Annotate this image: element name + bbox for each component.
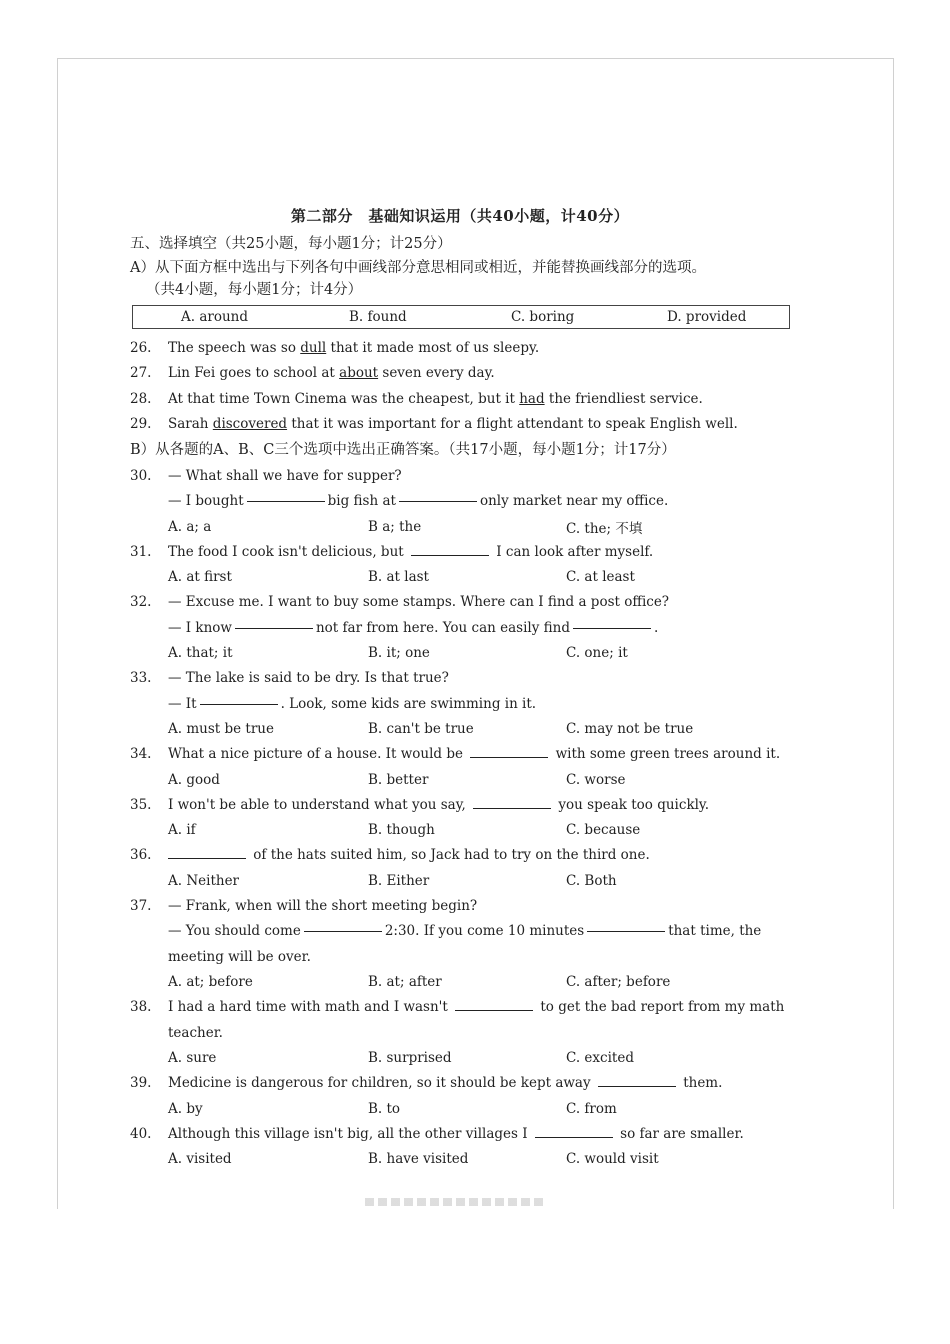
question-number: 32. bbox=[130, 594, 152, 611]
question-line-1: — What shall we have for supper? bbox=[168, 467, 402, 484]
question-number: 37. bbox=[130, 897, 152, 914]
question-text bbox=[168, 365, 790, 381]
answer-blank[interactable] bbox=[399, 500, 477, 502]
box-option-d: D. provided bbox=[667, 309, 747, 325]
answer-blank[interactable] bbox=[200, 703, 278, 705]
question-33 bbox=[130, 666, 790, 692]
choice-b[interactable]: B. better bbox=[368, 771, 429, 788]
text-part: I can look after myself. bbox=[491, 543, 654, 560]
text-part: to get the bad report from my math bbox=[536, 999, 785, 1016]
text-before: The speech was so bbox=[168, 339, 301, 356]
underlined-word: dull bbox=[300, 339, 327, 356]
choice-c[interactable]: C. one; it bbox=[566, 645, 628, 661]
question-text bbox=[168, 544, 790, 560]
question-line-1: — The lake is said to be dry. Is that true? bbox=[168, 670, 449, 687]
choice-b[interactable]: B. can't be true bbox=[368, 721, 474, 737]
question-37 bbox=[130, 893, 790, 919]
question-text bbox=[168, 847, 790, 863]
question-40 bbox=[130, 1121, 790, 1147]
question-number: 29. bbox=[130, 416, 152, 433]
answer-blank[interactable] bbox=[473, 807, 551, 809]
choices-34 bbox=[130, 767, 790, 792]
text-part: so far are smaller. bbox=[615, 1125, 744, 1142]
choices-36 bbox=[130, 868, 790, 893]
choice-c[interactable]: C. may not be true bbox=[566, 721, 694, 737]
question-number: 26. bbox=[130, 339, 152, 356]
question-text bbox=[168, 1126, 790, 1142]
question-26 bbox=[130, 335, 790, 361]
choice-c[interactable]: C. the; 不填 bbox=[566, 520, 643, 537]
answer-blank[interactable] bbox=[598, 1085, 676, 1087]
question-line-1: — Excuse me. I want to buy some stamps. Where can I find a post office? bbox=[168, 594, 670, 611]
word-options-box bbox=[132, 305, 790, 329]
text-after: that it was important for a flight attendant to speak English well. bbox=[287, 416, 738, 433]
question-number: 34. bbox=[130, 746, 152, 763]
text-part: — I know bbox=[168, 619, 232, 636]
text-after: the friendliest service. bbox=[544, 390, 703, 407]
underlined-word: had bbox=[519, 390, 545, 407]
choice-b[interactable]: B a; the bbox=[368, 518, 422, 535]
answer-blank[interactable] bbox=[411, 554, 489, 556]
box-option-a: A. around bbox=[181, 309, 248, 325]
choice-a[interactable]: A. that; it bbox=[168, 645, 233, 661]
choice-c[interactable]: C. after; before bbox=[566, 974, 671, 990]
text-part: of the hats suited him, so Jack had to try on the third one. bbox=[249, 847, 650, 864]
box-option-c: C. boring bbox=[511, 309, 575, 325]
question-line-2 bbox=[130, 489, 790, 515]
question-38 bbox=[130, 995, 790, 1021]
footer-scan-artifact bbox=[365, 1198, 545, 1206]
text-before: Lin Fei goes to school at bbox=[168, 365, 340, 382]
text-part: I won't be able to understand what you say, bbox=[168, 796, 471, 813]
text-part: them. bbox=[678, 1075, 723, 1092]
choice-a[interactable]: A. Neither bbox=[168, 872, 240, 889]
answer-blank[interactable] bbox=[247, 500, 325, 502]
choice-a[interactable]: A. by bbox=[168, 1100, 203, 1117]
choice-c[interactable]: C. would visit bbox=[566, 1151, 659, 1167]
question-35 bbox=[130, 792, 790, 818]
question-number: 27. bbox=[130, 365, 152, 382]
text-before: Sarah bbox=[168, 416, 213, 433]
choice-b[interactable]: B. at; after bbox=[368, 974, 442, 990]
text-part: 2:30. If you come 10 minutes bbox=[384, 923, 585, 940]
question-number: 28. bbox=[130, 390, 152, 407]
choice-b[interactable]: B. surprised bbox=[368, 1050, 452, 1066]
question-31 bbox=[130, 539, 790, 565]
text-part: big fish at bbox=[327, 493, 396, 510]
box-option-b: B. found bbox=[349, 309, 407, 325]
text-part: with some green trees around it. bbox=[551, 746, 781, 763]
question-line-1: — Frank, when will the short meeting begin? bbox=[168, 897, 478, 914]
choices-31 bbox=[130, 565, 790, 590]
section-a-scoring: （共4小题，每小题1分；计4分） bbox=[146, 282, 363, 298]
question-30 bbox=[130, 463, 790, 489]
text-part: . Look, some kids are swimming in it. bbox=[280, 695, 537, 712]
answer-blank[interactable] bbox=[455, 1009, 533, 1011]
choice-c[interactable]: C. because bbox=[566, 822, 641, 838]
text-part: — I bought bbox=[168, 493, 244, 510]
question-number: 38. bbox=[130, 999, 152, 1016]
question-27 bbox=[130, 361, 790, 387]
question-36 bbox=[130, 843, 790, 869]
choice-a[interactable]: A. at first bbox=[168, 569, 232, 585]
question-number: 33. bbox=[130, 670, 152, 687]
text-after: seven every day. bbox=[378, 365, 495, 382]
question-text bbox=[168, 416, 790, 432]
question-text bbox=[168, 746, 790, 762]
choice-b[interactable]: B. to bbox=[368, 1100, 401, 1117]
text-part: not far from here. You can easily find bbox=[315, 619, 570, 636]
question-number: 40. bbox=[130, 1125, 152, 1142]
choice-b[interactable]: B. Either bbox=[368, 872, 430, 889]
question-text bbox=[168, 391, 790, 407]
text-part: you speak too quickly. bbox=[554, 796, 710, 813]
question-line-2 bbox=[130, 615, 790, 641]
question-number: 30. bbox=[130, 467, 152, 484]
text-part: The food I cook isn't delicious, but bbox=[168, 543, 408, 560]
text-part: Medicine is dangerous for children, so it should be kept away bbox=[168, 1075, 595, 1092]
choice-a[interactable]: A. sure bbox=[168, 1050, 217, 1066]
question-line-3: meeting will be over. bbox=[168, 948, 311, 965]
answer-blank[interactable] bbox=[304, 930, 382, 932]
text-part: What a nice picture of a house. It would be bbox=[168, 746, 468, 763]
choices-38 bbox=[130, 1046, 790, 1071]
section-b-instruction: B）从各题的A、B、C三个选项中选出正确答案。（共17小题，每小题1分；计17分） bbox=[130, 442, 676, 458]
part-title: 第二部分 基础知识运用（共40小题，计40分） bbox=[290, 207, 630, 225]
choice-a[interactable]: A. at; before bbox=[168, 974, 253, 990]
text-part: I had a hard time with math and I wasn't bbox=[168, 999, 453, 1016]
choices-40 bbox=[130, 1147, 790, 1172]
choices-37 bbox=[130, 970, 790, 995]
question-line-2 bbox=[130, 691, 790, 717]
answer-blank[interactable] bbox=[235, 627, 313, 629]
question-line-2 bbox=[130, 919, 790, 945]
answer-blank[interactable] bbox=[535, 1136, 613, 1138]
section-five-heading: 五、选择填空（共25小题，每小题1分；计25分） bbox=[130, 236, 452, 252]
answer-blank[interactable] bbox=[587, 930, 665, 932]
answer-blank[interactable] bbox=[573, 627, 651, 629]
choice-a[interactable]: A. visited bbox=[168, 1151, 232, 1167]
choices-35 bbox=[130, 818, 790, 843]
underlined-word: about bbox=[339, 365, 379, 382]
choices-33 bbox=[130, 717, 790, 742]
question-number: 39. bbox=[130, 1075, 152, 1092]
text-after: that it made most of us sleepy. bbox=[326, 339, 540, 356]
question-text bbox=[168, 340, 790, 356]
choice-c[interactable]: C. worse bbox=[566, 771, 626, 788]
choice-c[interactable]: C. at least bbox=[566, 569, 635, 585]
choice-a[interactable]: A. if bbox=[168, 822, 196, 838]
choice-c[interactable]: C. Both bbox=[566, 872, 617, 889]
question-text bbox=[168, 1075, 790, 1091]
choices-39 bbox=[130, 1096, 790, 1121]
choice-b[interactable]: B. at last bbox=[368, 569, 429, 585]
choice-a[interactable]: A. good bbox=[168, 771, 220, 788]
text-part: Although this village isn't big, all the other villages I bbox=[168, 1125, 532, 1142]
text-part: . bbox=[654, 619, 659, 636]
question-32 bbox=[130, 590, 790, 616]
answer-blank[interactable] bbox=[168, 857, 246, 859]
text-part: that time, the bbox=[668, 923, 762, 940]
text-before: At that time Town Cinema was the cheapest, but it bbox=[168, 390, 520, 407]
question-34 bbox=[130, 742, 790, 768]
section-a-instruction: A）从下面方框中选出与下列各句中画线部分意思相同或相近，并能替换画线部分的选项。 bbox=[130, 260, 706, 276]
choices-30 bbox=[130, 514, 790, 539]
choice-b[interactable]: B. it; one bbox=[368, 645, 430, 661]
question-number: 31. bbox=[130, 543, 152, 560]
choice-a[interactable]: A. must be true bbox=[168, 721, 274, 737]
question-28 bbox=[130, 386, 790, 412]
choice-c[interactable]: C. from bbox=[566, 1100, 617, 1117]
answer-blank[interactable] bbox=[470, 756, 548, 758]
choices-32 bbox=[130, 641, 790, 666]
question-text bbox=[168, 797, 790, 813]
question-29 bbox=[130, 412, 790, 438]
choice-a[interactable]: A. a; a bbox=[168, 518, 212, 535]
question-39 bbox=[130, 1071, 790, 1097]
question-number: 35. bbox=[130, 796, 152, 813]
exam-content bbox=[130, 205, 790, 1172]
question-text bbox=[168, 999, 790, 1015]
text-part: — You should come bbox=[168, 923, 301, 940]
text-part: — It bbox=[168, 695, 197, 712]
question-number: 36. bbox=[130, 847, 152, 864]
underlined-word: discovered bbox=[212, 416, 288, 433]
choice-b[interactable]: B. though bbox=[368, 822, 435, 838]
text-part: only market near my office. bbox=[479, 493, 669, 510]
choice-c[interactable]: C. excited bbox=[566, 1050, 634, 1066]
question-line-2: teacher. bbox=[168, 1024, 223, 1041]
choice-b[interactable]: B. have visited bbox=[368, 1151, 469, 1167]
